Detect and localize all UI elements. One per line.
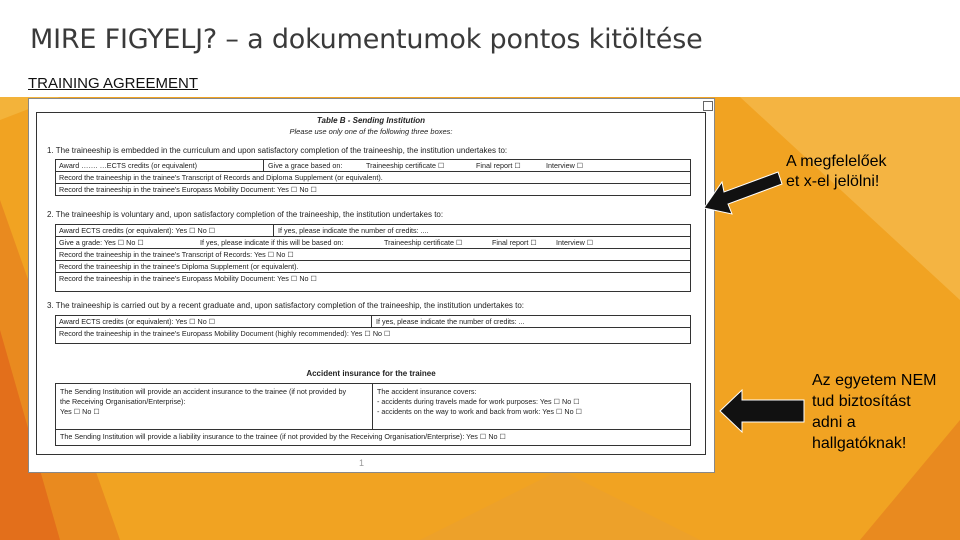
- table-row: [56, 160, 690, 172]
- row-text: Record the traineeship in the trainee's Europass Mobility Document: Yes ☐ No ☐: [59, 274, 317, 283]
- row-text: If yes, please indicate if this will be based on:: [200, 238, 344, 247]
- table-row: [56, 184, 690, 196]
- accident-insurance-left: The Sending Institution will provide an accident insurance to the trainee (if not provided by the Receiving Organisation/Enterprise): Yes ☐ No ☐: [60, 387, 347, 416]
- table-row: [56, 328, 690, 340]
- training-agreement-scan: [28, 98, 715, 473]
- final-report-checkbox: Final report ☐: [492, 238, 537, 247]
- row-text: Award ECTS credits (or equivalent): Yes ☐ No ☐: [59, 317, 216, 326]
- arrow-left-icon: [700, 168, 785, 220]
- section-1-heading: 1. The traineeship is embedded in the curriculum and upon satisfactory completion of the traineeship, the institution undertakes to:: [47, 146, 508, 155]
- table-title: Table B - Sending Institution: [316, 116, 426, 125]
- row-text: Record the traineeship in the trainee's Transcript of Records: Yes ☐ No ☐: [59, 250, 294, 259]
- section-3-box: [55, 315, 691, 344]
- final-report-checkbox: Final report ☐: [476, 161, 521, 170]
- note-no-insurance: Az egyetem NEM tud biztosítást adni a hallgatóknak!: [812, 372, 937, 452]
- row-text: If yes, please indicate the number of credits: ...: [376, 317, 525, 326]
- table-b-frame: [36, 112, 706, 455]
- table-row: [56, 172, 690, 184]
- certificate-checkbox: Traineeship certificate ☐: [366, 161, 445, 170]
- table-row: [56, 273, 690, 291]
- grade-based-text: Give a grace based on:: [268, 161, 343, 170]
- row-text: Record the traineeship in the trainee's Europass Mobility Document: Yes ☐ No ☐: [59, 185, 317, 194]
- arrow-left-icon-2: [718, 388, 808, 434]
- table-row: [56, 261, 690, 273]
- row-text: Record the traineeship in the trainee's Diploma Supplement (or equivalent).: [59, 262, 299, 271]
- row-text: Record the traineeship in the trainee's Europass Mobility Document (highly recommended): Yes ☐ No ☐: [59, 329, 391, 338]
- interview-checkbox: Interview ☐: [556, 238, 594, 247]
- row-text: Award ECTS credits (or equivalent): Yes ☐ No ☐: [59, 226, 216, 235]
- section-3-heading: 3. The traineeship is carried out by a recent graduate and, upon satisfactory completion of the traineeship, the institution undertakes to:: [47, 301, 525, 310]
- commute-accident-option: - accidents on the way to work and back from work: Yes ☐ No ☐: [377, 407, 583, 416]
- section-2-heading: 2. The traineeship is voluntary and, upon satisfactory completion of the traineeship, the institution undertakes to:: [47, 210, 444, 219]
- corner-checkbox-mark: [703, 101, 713, 111]
- table-row: [56, 237, 690, 249]
- row-text: If yes, please indicate the number of credits: ....: [278, 226, 429, 235]
- accident-insurance-box: [55, 383, 691, 446]
- row-text: Record the traineeship in the trainee's Transcript of Records and Diploma Supplement (or equivalent).: [59, 173, 383, 182]
- document-subtitle: TRAINING AGREEMENT: [28, 75, 199, 92]
- liability-insurance-text: The Sending Institution will provide a liability insurance to the trainee (if not provided by the Receiving Organisation/Enterprise): Yes ☐ No ☐: [60, 432, 506, 441]
- insurance-row: [56, 384, 690, 430]
- section-1-box: [55, 159, 691, 196]
- table-row: [56, 225, 690, 237]
- slide-title: MIRE FIGYELJ? – a dokumentumok pontos kitöltése: [30, 24, 703, 55]
- covers-label: The accident insurance covers:: [377, 387, 477, 396]
- accident-insurance-title: Accident insurance for the trainee: [306, 369, 436, 378]
- table-row: [56, 249, 690, 261]
- page-number: 1: [359, 458, 365, 468]
- accident-insurance-right: [377, 387, 582, 417]
- award-credits-text: Award ……. …ECTS credits (or equivalent): [59, 161, 198, 170]
- table-subtitle: Please use only one of the following three boxes:: [289, 127, 453, 136]
- section-2-box: [55, 224, 691, 292]
- note-mark-with-x: A megfelelőek et x-el jelölni!: [786, 153, 887, 190]
- travel-accident-option: - accidents during travels made for work purposes: Yes ☐ No ☐: [377, 397, 580, 406]
- interview-checkbox: Interview ☐: [546, 161, 584, 170]
- table-row: [56, 316, 690, 328]
- row-text: Give a grade: Yes ☐ No ☐: [59, 238, 144, 247]
- certificate-checkbox: Traineeship certificate ☐: [384, 238, 463, 247]
